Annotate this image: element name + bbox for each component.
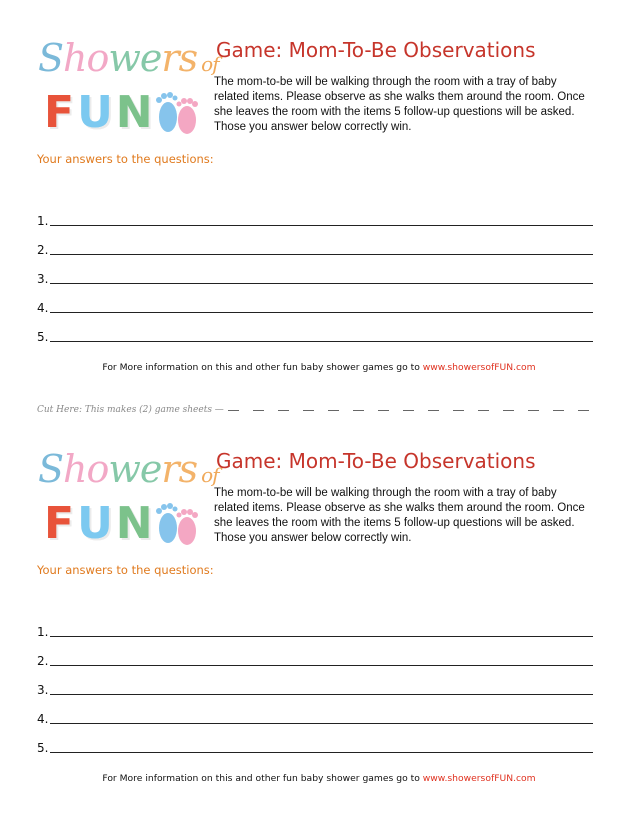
logo-fun-text	[44, 88, 156, 138]
logo-of: of	[201, 463, 219, 487]
logo-letter: rs	[161, 447, 198, 491]
logo-fun-letter: N	[115, 87, 153, 138]
answer-underline	[50, 340, 593, 342]
game-sheet-bottom	[0, 411, 638, 811]
website-link[interactable]: www.showersofFUN.com	[422, 773, 536, 784]
answer-number: 1.	[37, 625, 49, 639]
answer-underline	[50, 282, 593, 284]
showers-of-fun-logo	[38, 34, 219, 144]
logo-fun-letter: N	[115, 498, 153, 549]
logo-letter: ho	[63, 36, 109, 80]
logo-fun-letter: U	[77, 498, 113, 549]
logo-script-text	[38, 447, 219, 497]
logo-letter: rs	[161, 36, 198, 80]
answer-number: 4.	[37, 301, 49, 315]
logo-script-text	[38, 36, 219, 86]
answer-number: 5.	[37, 330, 49, 344]
logo-letter: S	[38, 36, 64, 80]
logo-letter: we	[108, 36, 162, 80]
answer-line[interactable]	[37, 611, 593, 640]
answer-number: 5.	[37, 741, 49, 755]
logo-fun-letter: U	[77, 87, 113, 138]
logo-letter: ho	[63, 447, 109, 491]
answer-number: 4.	[37, 712, 49, 726]
baby-feet-icon	[153, 501, 201, 547]
answer-underline	[50, 664, 593, 666]
answer-number: 1.	[37, 214, 49, 228]
game-description: The mom-to-be will be walking through the room with a tray of baby related items. Please observe as she walks them around the room. Once she leaves the room with the items 5 follow-up questions will be asked. Those you answer below correctly win.	[214, 487, 585, 544]
game-title: Game: Mom-To-Be Observations	[216, 449, 536, 473]
logo-of: of	[201, 52, 219, 76]
logo-letter: we	[108, 447, 162, 491]
answer-line[interactable]	[37, 640, 593, 669]
answer-underline	[50, 751, 593, 753]
answers-label: Your answers to the questions:	[37, 563, 214, 577]
answer-line[interactable]	[37, 200, 593, 229]
answer-line[interactable]	[37, 258, 593, 287]
cut-here-label: Cut Here: This makes (2) game sheets —	[37, 405, 224, 415]
game-title: Game: Mom-To-Be Observations	[216, 38, 536, 62]
logo-letter: S	[38, 447, 64, 491]
logo-fun-text	[44, 499, 156, 549]
answers-label: Your answers to the questions:	[37, 152, 214, 166]
answer-line[interactable]	[37, 316, 593, 345]
answer-line[interactable]	[37, 287, 593, 316]
logo-fun-letter: F	[44, 87, 75, 138]
footer-info	[0, 773, 638, 784]
answer-number: 3.	[37, 272, 49, 286]
answer-line[interactable]	[37, 229, 593, 258]
footer-info	[0, 362, 638, 373]
answer-line[interactable]	[37, 727, 593, 756]
answer-underline	[50, 224, 593, 226]
game-description: The mom-to-be will be walking through the room with a tray of baby related items. Please observe as she walks them around the room. Once she leaves the room with the items 5 follow-up questions will be asked. Those you answer below correctly win.	[214, 76, 585, 133]
answer-number: 2.	[37, 654, 49, 668]
footer-text: For More information on this and other fun baby shower games go to	[102, 362, 423, 373]
answer-underline	[50, 693, 593, 695]
answer-underline	[50, 253, 593, 255]
footer-text: For More information on this and other fun baby shower games go to	[102, 773, 423, 784]
answer-number: 3.	[37, 683, 49, 697]
answer-number: 2.	[37, 243, 49, 257]
answer-lines	[37, 200, 593, 345]
baby-feet-icon	[153, 90, 201, 136]
answer-underline	[50, 635, 593, 637]
answer-lines	[37, 611, 593, 756]
game-sheet-top	[0, 0, 638, 400]
answer-underline	[50, 722, 593, 724]
answer-line[interactable]	[37, 669, 593, 698]
showers-of-fun-logo	[38, 445, 219, 555]
logo-fun-letter: F	[44, 498, 75, 549]
answer-underline	[50, 311, 593, 313]
website-link[interactable]: www.showersofFUN.com	[422, 362, 536, 373]
answer-line[interactable]	[37, 698, 593, 727]
